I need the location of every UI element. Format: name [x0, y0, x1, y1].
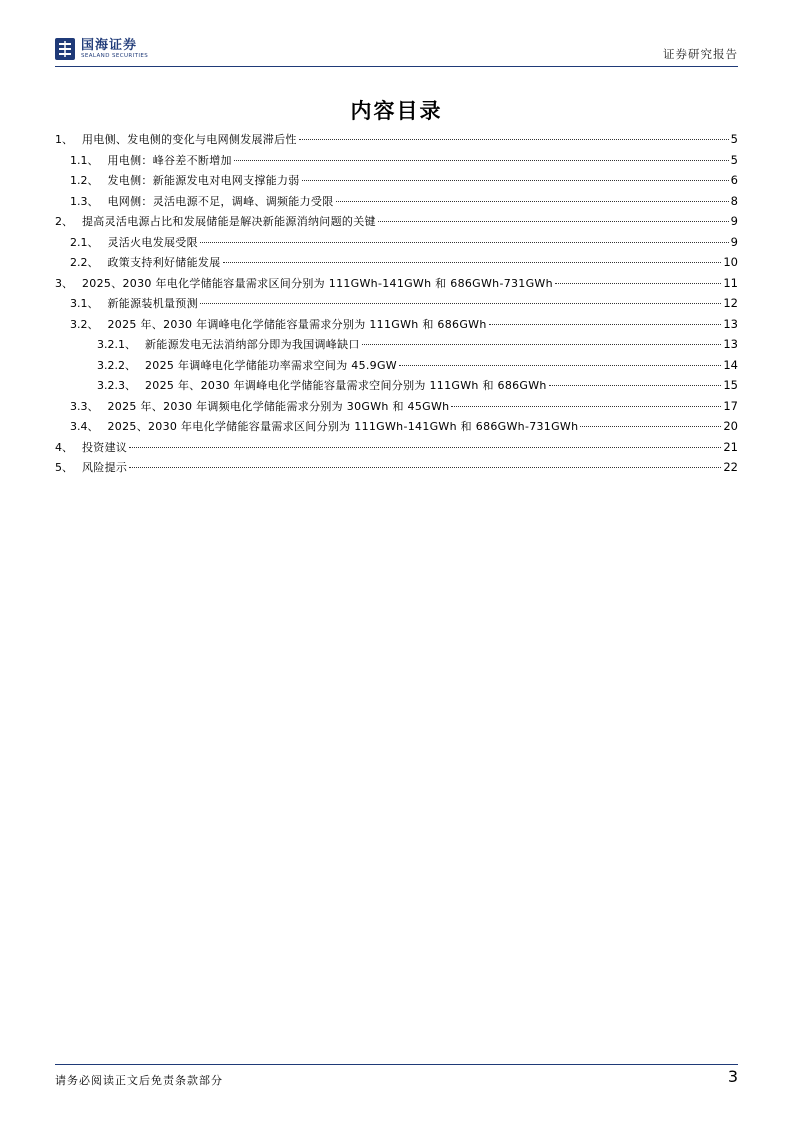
toc-entry-title: 投资建议	[82, 440, 128, 454]
page-footer	[55, 1064, 738, 1087]
toc-dot-leader	[555, 283, 721, 284]
toc-dot-leader	[129, 447, 721, 448]
toc-entry[interactable]	[55, 357, 738, 378]
toc-entry-page: 5	[730, 152, 738, 167]
toc-entry-page: 17	[723, 398, 738, 413]
toc-entry[interactable]	[55, 377, 738, 398]
report-type-label: 证券研究报告	[663, 47, 738, 61]
toc-entry-number: 3.2.2、	[97, 358, 136, 372]
toc-dot-leader	[223, 262, 722, 263]
toc-entry-page: 9	[730, 214, 738, 228]
toc-entry-page: 6	[730, 173, 738, 187]
toc-entry[interactable]	[55, 254, 738, 275]
toc-entry[interactable]	[55, 234, 738, 255]
toc-entry-number: 3.3、	[70, 399, 99, 413]
toc-entry-number: 5、	[55, 461, 73, 474]
toc-entry[interactable]	[55, 316, 738, 337]
toc-entry[interactable]	[55, 275, 738, 296]
toc-entry-page: 11	[723, 275, 738, 290]
toc-dot-leader	[399, 365, 721, 366]
toc-dot-leader	[580, 426, 721, 427]
logo-english-name: SEALAND SECURITIES	[81, 53, 149, 59]
toc-entry-title: 新能源发电无法消纳部分即为我国调峰缺口	[145, 338, 360, 351]
toc-entry-title: 提高灵活电源占比和发展储能是解决新能源消纳问题的关键	[82, 215, 376, 228]
page-number: 3	[727, 1067, 738, 1086]
toc-entry-page: 20	[723, 419, 738, 433]
toc-entry-page: 9	[730, 234, 738, 249]
toc-dot-leader	[302, 180, 729, 181]
toc-dot-leader	[200, 303, 721, 304]
logo-chinese-name: 国海证券	[81, 38, 138, 53]
toc-entry-title: 用电侧、发电侧的变化与电网侧发展滞后性	[82, 133, 297, 146]
toc-entry-number: 3、	[55, 276, 73, 290]
table-of-contents	[55, 131, 738, 480]
toc-dot-leader	[378, 221, 729, 222]
page-header	[55, 34, 738, 67]
toc-entry-number: 1.2、	[70, 174, 99, 187]
toc-entry-title: 发电侧：新能源发电对电网支撑能力弱	[107, 174, 300, 187]
toc-entry-title: 政策支持利好储能发展	[107, 256, 221, 269]
company-logo	[55, 38, 148, 60]
toc-entry[interactable]	[55, 131, 738, 152]
toc-entry-number: 2、	[55, 215, 73, 228]
toc-entry-number: 3.1、	[70, 297, 99, 310]
toc-entry-page: 14	[723, 357, 738, 372]
toc-entry-number: 4、	[55, 440, 73, 454]
toc-dot-leader	[200, 242, 729, 243]
toc-entry-page: 12	[723, 296, 738, 310]
toc-entry-title: 2025 年、2030 年调频电化学储能需求分别为 30GWh 和 45GWh	[107, 399, 450, 413]
toc-entry-title: 灵活火电发展受限	[107, 235, 198, 249]
toc-dot-leader	[129, 467, 721, 468]
toc-entry-page: 22	[723, 460, 738, 474]
toc-entry[interactable]	[55, 459, 738, 480]
disclaimer-text: 请务必阅读正文后免责条款部分	[55, 1074, 223, 1087]
toc-entry-number: 1.3、	[70, 194, 99, 208]
toc-entry-number: 3.2、	[70, 317, 99, 331]
toc-entry-number: 1.1、	[70, 153, 99, 167]
toc-dot-leader	[549, 385, 722, 386]
toc-entry-title: 2025、2030 年电化学储能容量需求区间分别为 111GWh-141GWh 和 686GWh-731GWh	[107, 420, 579, 433]
toc-entry-page: 21	[723, 439, 738, 454]
toc-dot-leader	[451, 406, 721, 407]
toc-entry-title: 2025、2030 年电化学储能容量需求区间分别为 111GWh-141GWh 和 686GWh-731GWh	[82, 276, 553, 290]
toc-entry-page: 10	[723, 255, 738, 269]
toc-entry-page: 5	[730, 132, 738, 146]
toc-dot-leader	[336, 201, 729, 202]
toc-entry[interactable]	[55, 336, 738, 357]
toc-entry-number: 2.2、	[70, 256, 99, 269]
toc-entry[interactable]	[55, 152, 738, 173]
toc-entry-number: 3.4、	[70, 420, 99, 433]
toc-entry-page: 13	[723, 316, 738, 331]
toc-entry-page: 15	[723, 378, 738, 392]
toc-entry-title: 2025 年、2030 年调峰电化学储能容量需求分别为 111GWh 和 686GWh	[107, 317, 487, 331]
toc-entry[interactable]	[55, 213, 738, 234]
toc-entry-number: 3.2.1、	[97, 338, 136, 351]
toc-entry-number: 2.1、	[70, 235, 99, 249]
toc-dot-leader	[299, 139, 729, 140]
toc-entry-number: 3.2.3、	[97, 379, 136, 392]
toc-entry[interactable]	[55, 398, 738, 419]
toc-entry-title: 2025 年调峰电化学储能功率需求空间为 45.9GW	[145, 358, 397, 372]
toc-dot-leader	[362, 344, 722, 345]
sealand-logo-icon	[55, 38, 75, 60]
toc-entry[interactable]	[55, 172, 738, 193]
toc-entry-title: 2025 年、2030 年调峰电化学储能容量需求空间分别为 111GWh 和 686GWh	[145, 379, 547, 392]
toc-entry[interactable]	[55, 418, 738, 439]
page-title: 内容目录	[350, 99, 443, 123]
toc-entry[interactable]	[55, 295, 738, 316]
toc-entry-page: 8	[730, 193, 738, 208]
toc-entry[interactable]	[55, 193, 738, 214]
toc-entry-page: 13	[723, 337, 738, 351]
toc-entry-title: 风险提示	[82, 461, 128, 474]
toc-entry[interactable]	[55, 439, 738, 460]
toc-entry-title: 新能源装机量预测	[107, 297, 198, 310]
toc-entry-number: 1、	[55, 133, 73, 146]
toc-dot-leader	[234, 160, 729, 161]
toc-entry-title: 电网侧：灵活电源不足，调峰、调频能力受限	[107, 194, 334, 208]
toc-dot-leader	[489, 324, 722, 325]
toc-entry-title: 用电侧：峰谷差不断增加	[107, 153, 232, 167]
